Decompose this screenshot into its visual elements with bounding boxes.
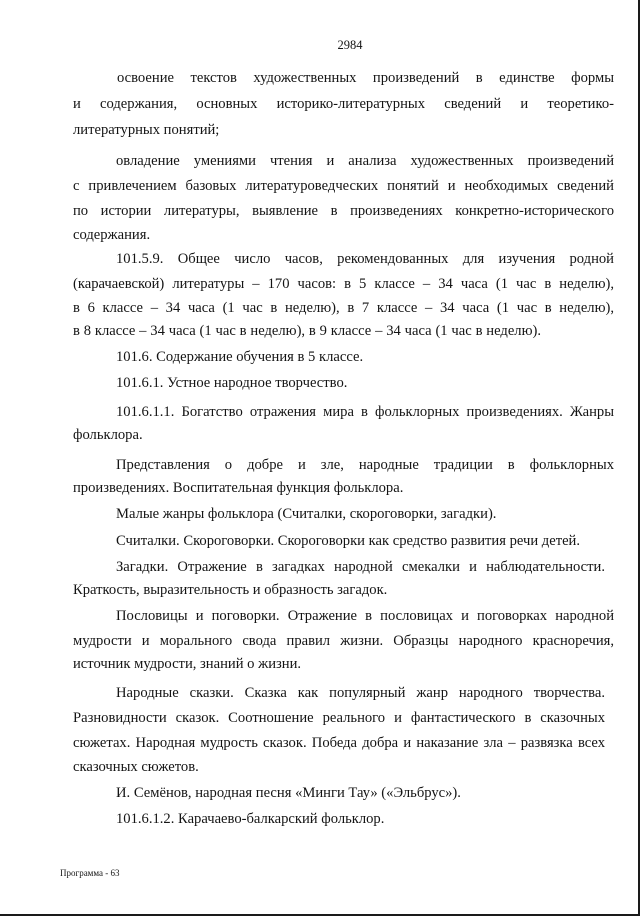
- text-line: Разновидности сказок. Соотношение реального и фантастического в сказочных: [73, 710, 605, 726]
- text-line: сказочных сюжетов.: [73, 759, 199, 775]
- text-line: овладение умениями чтения и анализа художественных произведений: [116, 153, 614, 169]
- text-line: 101.6.1.1. Богатство отражения мира в фольклорных произведениях. Жанры: [116, 404, 614, 420]
- text-line: И. Семёнов, народная песня «Минги Тау» («Эльбрус»).: [116, 785, 461, 801]
- text-line: по истории литературы, выявление в произведениях конкретно-исторического: [73, 203, 614, 219]
- text-line: Считалки. Скороговорки. Скороговорки как средство развития речи детей.: [116, 533, 581, 549]
- text-line: и содержания, основных историко-литературных сведений и теоретико-: [73, 96, 614, 112]
- text-line: с привлечением базовых литературоведческих понятий и необходимых сведений: [73, 178, 614, 194]
- text-line: 101.5.9. Общее число часов, рекомендованных для изучения родной: [116, 251, 614, 267]
- text-line: литературных понятий;: [73, 122, 220, 138]
- text-line: Народные сказки. Сказка как популярный жанр народного творчества.: [116, 685, 605, 701]
- section-heading: 101.6.1. Устное народное творчество.: [116, 375, 348, 391]
- text-line: освоение текстов художественных произведений в единстве формы: [117, 70, 614, 86]
- text-line: сюжетах. Народная мудрость сказок. Победа добра и наказание зла – развязка всех: [73, 735, 605, 751]
- page-number: 2984: [337, 38, 363, 52]
- text-line: (карачаевской) литературы – 170 часов: в 5 классе – 34 часа (1 час в неделю),: [73, 276, 614, 292]
- text-line: Пословицы и поговорки. Отражение в пословицах и поговорках народной: [116, 608, 614, 624]
- text-line: в 6 классе – 34 часа (1 час в неделю), в 7 классе – 34 часа (1 час в неделю),: [73, 300, 614, 316]
- text-line: Представления о добре и зле, народные традиции в фольклорных: [116, 457, 614, 473]
- footer-label: Программа - 63: [60, 868, 120, 878]
- text-line: произведениях. Воспитательная функция фольклора.: [73, 480, 404, 496]
- section-heading: 101.6. Содержание обучения в 5 классе.: [116, 349, 364, 365]
- text-line: мудрости и морального свода правил жизни. Образцы народного красноречия,: [73, 633, 614, 649]
- text-line: Краткость, выразительность и образность загадок.: [73, 582, 388, 598]
- text-line: источник мудрости, знаний о жизни.: [73, 656, 302, 672]
- section-heading: 101.6.1.2. Карачаево-балкарский фольклор.: [116, 811, 385, 827]
- text-line: содержания.: [73, 227, 151, 243]
- text-line: фольклора.: [73, 427, 143, 443]
- text-line: Загадки. Отражение в загадках народной смекалки и наблюдательности.: [116, 559, 605, 575]
- text-line: Малые жанры фольклора (Считалки, скороговорки, загадки).: [116, 506, 497, 522]
- text-line: в 8 классе – 34 часа (1 час в неделю), в 9 классе – 34 часа (1 час в неделю).: [73, 323, 541, 339]
